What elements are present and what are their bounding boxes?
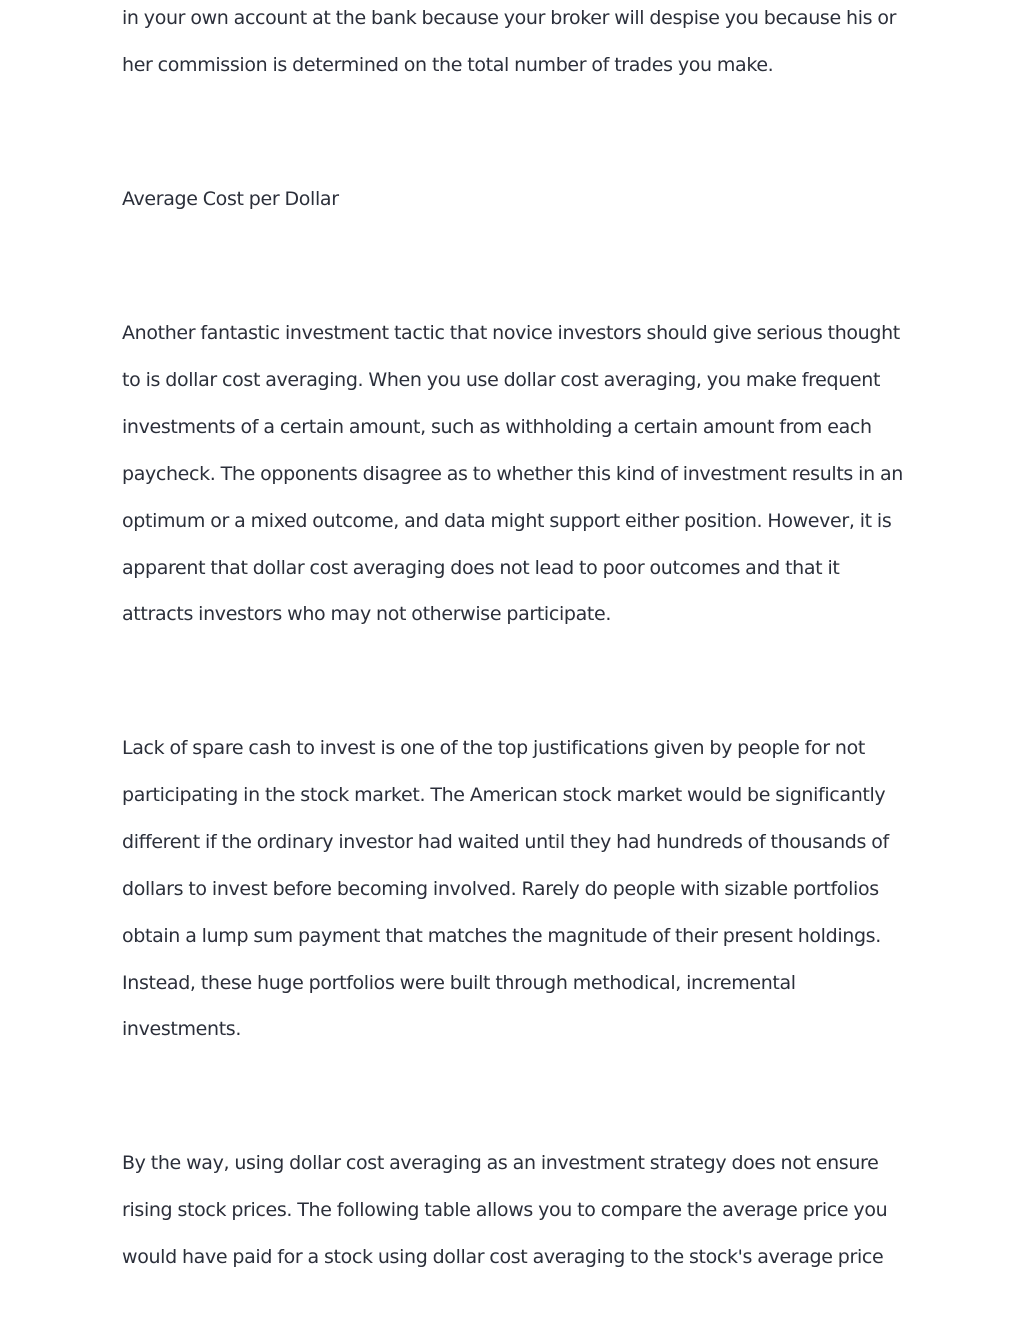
- intro-line: in your own account at the bank because your broker will despise you because his or: [122, 7, 897, 29]
- paragraph-line: dollars to invest before becoming involved. Rarely do people with sizable portfolios: [122, 878, 879, 900]
- paragraph-line: attracts investors who may not otherwise participate.: [122, 603, 612, 625]
- paragraph-line: Instead, these huge portfolios were built through methodical, incremental: [122, 972, 796, 994]
- paragraph-line: apparent that dollar cost averaging does not lead to poor outcomes and that it: [122, 557, 840, 579]
- paragraph-line: to is dollar cost averaging. When you use dollar cost averaging, you make frequent: [122, 369, 881, 391]
- paragraph-line: optimum or a mixed outcome, and data might support either position. However, it is: [122, 510, 892, 532]
- intro-line: her commission is determined on the total number of trades you make.: [122, 54, 774, 76]
- paragraph-line: obtain a lump sum payment that matches the magnitude of their present holdings.: [122, 925, 881, 947]
- paragraph-line: paycheck. The opponents disagree as to whether this kind of investment results in an: [122, 463, 903, 485]
- paragraph-line: Another fantastic investment tactic that novice investors should give serious thought: [122, 322, 900, 344]
- paragraph-line: Lack of spare cash to invest is one of the top justifications given by people for not: [122, 737, 865, 759]
- paragraph-line: investments.: [122, 1018, 242, 1040]
- paragraph-line: participating in the stock market. The American stock market would be significantly: [122, 784, 886, 806]
- paragraph-line: would have paid for a stock using dollar cost averaging to the stock's average price: [122, 1246, 884, 1268]
- paragraph-line: By the way, using dollar cost averaging as an investment strategy does not ensure: [122, 1152, 879, 1174]
- section-heading: Average Cost per Dollar: [122, 188, 339, 210]
- paragraph-line: different if the ordinary investor had waited until they had hundreds of thousands of: [122, 831, 889, 853]
- paragraph-line: investments of a certain amount, such as withholding a certain amount from each: [122, 416, 872, 438]
- paragraph-line: rising stock prices. The following table allows you to compare the average price you: [122, 1199, 888, 1221]
